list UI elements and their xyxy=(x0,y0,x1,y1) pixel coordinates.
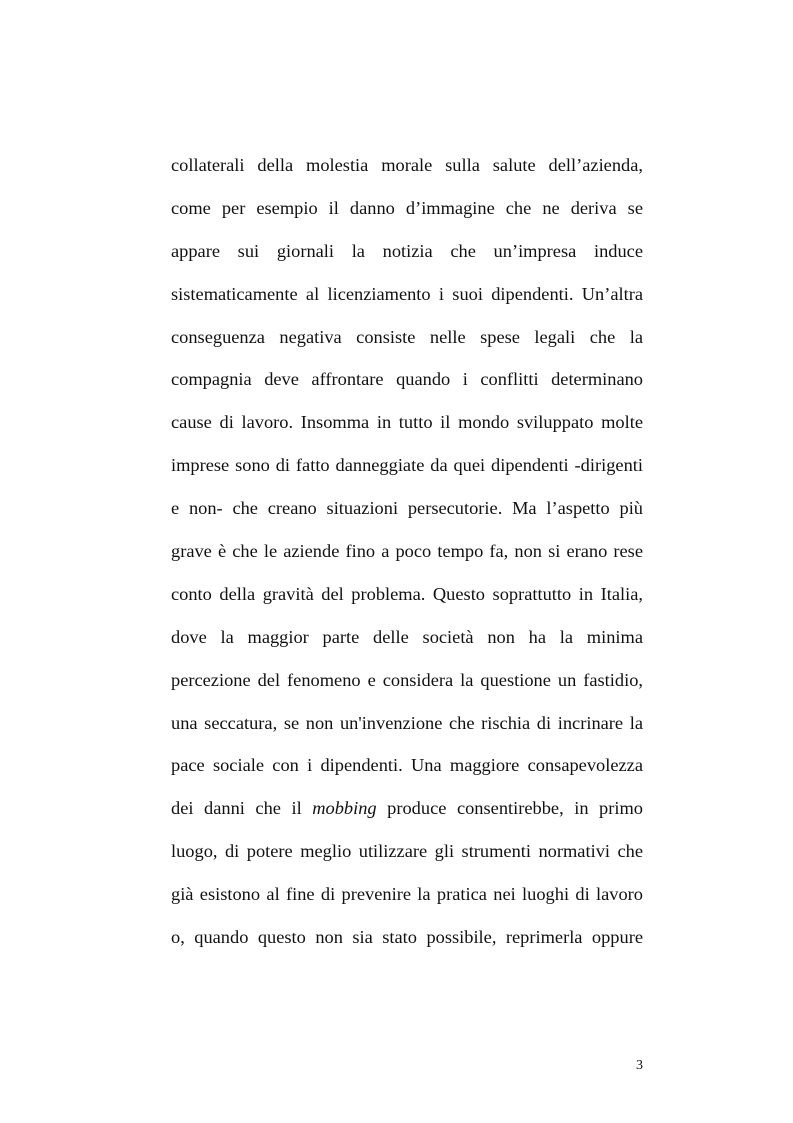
text-line: dove la maggior parte delle società non ha la minima xyxy=(171,626,643,647)
body-text xyxy=(171,147,643,962)
text-line: percezione del fenomeno e considera la questione un fastidio, xyxy=(171,669,643,690)
italic-term: mobbing xyxy=(312,798,377,819)
text-segment: dei danni che il xyxy=(171,798,302,819)
text-line: e non- che creano situazioni persecutorie. Ma l’aspetto più xyxy=(171,498,643,519)
text-line: sistematicamente al licenziamento i suoi dipendenti. Un’altra xyxy=(171,283,643,304)
text-line: già esistono al fine di prevenire la pratica nei luoghi di lavoro xyxy=(171,884,643,905)
text-segment: produce consentirebbe, in primo xyxy=(387,798,643,819)
text-line: compagnia deve affrontare quando i conflitti determinano xyxy=(171,369,643,390)
text-line: conseguenza negativa consiste nelle spese legali che la xyxy=(171,326,643,347)
text-line-with-italic xyxy=(171,790,643,833)
text-line: collaterali della molestia morale sulla salute dell’azienda, xyxy=(171,155,643,175)
text-line: luogo, di potere meglio utilizzare gli strumenti normativi che xyxy=(171,841,643,862)
text-line: grave è che le aziende fino a poco tempo fa, non si erano rese xyxy=(171,541,643,562)
text-line: cause di lavoro. Insomma in tutto il mondo sviluppato molte xyxy=(171,412,643,433)
text-line: o, quando questo non sia stato possibile, reprimerla oppure xyxy=(171,927,643,948)
text-line: come per esempio il danno d’immagine che ne deriva se xyxy=(171,197,643,218)
text-line: appare sui giornali la notizia che un’impresa induce xyxy=(171,240,643,261)
text-line: pace sociale con i dipendenti. Una maggiore consapevolezza xyxy=(171,755,643,776)
text-line: imprese sono di fatto danneggiate da quei dipendenti -dirigenti xyxy=(171,455,643,476)
text-line: una seccatura, se non un'invenzione che rischia di incrinare la xyxy=(171,712,643,733)
page-number: 3 xyxy=(636,1058,643,1073)
text-line: conto della gravità del problema. Questo soprattutto in Italia, xyxy=(171,583,643,604)
